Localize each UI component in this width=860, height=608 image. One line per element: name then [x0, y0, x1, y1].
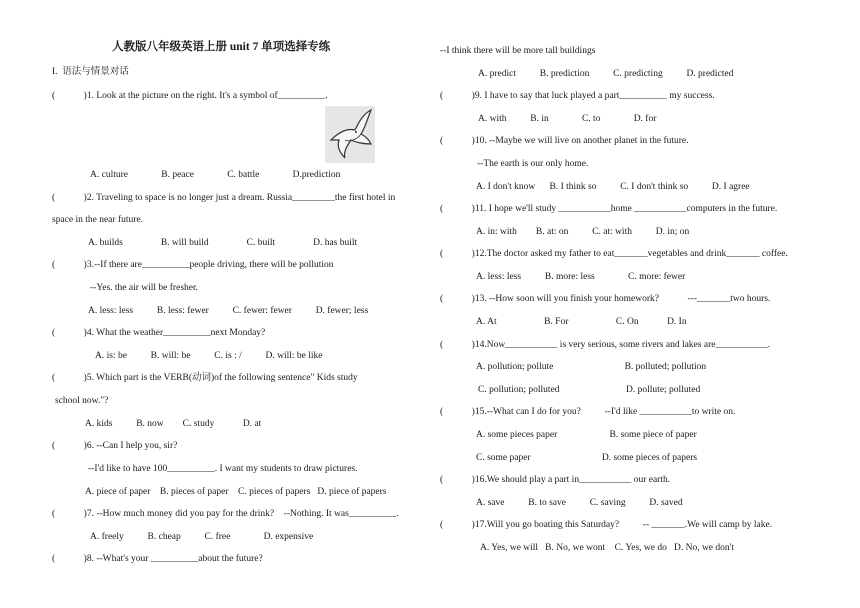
q13-stem: ( )13. --How soon will you finish your homework? ---_______two hours.	[440, 294, 771, 304]
q17-options: A. Yes, we will B. No, we wont C. Yes, we do D. No, we don't	[480, 543, 734, 553]
q1-stem: ( )1. Look at the picture on the right. It's a symbol of__________.	[52, 91, 328, 101]
q7-stem: ( )7. --How much money did you pay for the drink? --Nothing. It was__________.	[52, 509, 399, 519]
q16-options: A. save B. to save C. saving D. saved	[476, 498, 683, 508]
q15-options: A. some pieces paper B. some piece of paper	[476, 430, 697, 440]
q14-stem: ( )14.Now___________ is very serious, some rivers and lakes are___________.	[440, 340, 771, 350]
q5-stem: ( )5. Which part is the VERB(动词)of the following sentence" Kids study	[52, 373, 358, 383]
q10-stem: ( )10. --Maybe we will live on another planet in the future.	[440, 136, 689, 146]
q15-options-cont: C. some paper D. some pieces of papers	[476, 453, 698, 463]
q9-stem: ( )9. I have to say that luck played a part__________ my success.	[440, 91, 715, 101]
q17-stem: ( )17.Will you go boating this Saturday? -- _______.We will camp by lake.	[440, 520, 773, 530]
dove-image	[325, 106, 375, 163]
section-heading: I. 语法与情景对话	[52, 67, 129, 77]
q6-stem-cont: --I'd like to have 100__________. I want my students to draw pictures.	[88, 464, 358, 474]
q11-options: A. in: with B. at: on C. at: with D. in; on	[476, 227, 690, 237]
q7-options: A. freely B. cheap C. free D. expensive	[90, 532, 314, 542]
q6-stem: ( )6. --Can I help you, sir?	[52, 441, 178, 451]
q6-options: A. piece of paper B. pieces of paper C. pieces of papers D. piece of papers	[85, 487, 387, 497]
q1-options: A. culture B. peace C. battle D.prediction	[90, 170, 341, 180]
q3-stem: ( )3.--If there are__________people driving, there will be pollution	[52, 260, 334, 270]
q14-options: A. pollution; pollute B. polluted; pollution	[476, 362, 707, 372]
q14-options-cont: C. pollution; polluted D. pollute; polluted	[478, 385, 701, 395]
q10-stem-cont: --The earth is our only home.	[477, 159, 589, 169]
q2-stem: ( )2. Traveling to space is no longer just a dream. Russia_________the first hotel in	[52, 193, 396, 203]
q5-stem-cont: school now."?	[55, 396, 109, 406]
q2-options: A. builds B. will build C. built D. has built	[88, 238, 358, 248]
document-title: 人教版八年级英语上册 unit 7 单项选择专练	[112, 41, 331, 53]
q12-stem: ( )12.The doctor asked my father to eat_______vegetables and drink_______ coffee.	[440, 249, 788, 259]
q8-stem: ( )8. --What's your __________about the future?	[52, 554, 263, 564]
q4-options: A. is: be B. will: be C. is : / D. will: be like	[95, 351, 323, 361]
q13-options: A. At B. For C. On D. In	[476, 317, 687, 327]
q2-stem-cont: space in the near future.	[52, 215, 143, 225]
q3-stem-cont: --Yes. the air will be fresher.	[90, 283, 198, 293]
q16-stem: ( )16.We should play a part in___________ our earth.	[440, 475, 671, 485]
q12-options: A. less: less B. more: less C. more: fewer	[476, 272, 686, 282]
q8-options: A. predict B. prediction C. predicting D. predicted	[478, 69, 734, 79]
q4-stem: ( )4. What the weather__________next Monday?	[52, 328, 266, 338]
q10-options: A. I don't know B. I think so C. I don't think so D. I agree	[476, 182, 750, 192]
q8-stem-cont: --I think there will be more tall buildings	[440, 46, 596, 56]
q15-stem: ( )15.--What can I do for you? --I'd like ___________to write on.	[440, 407, 736, 417]
q9-options: A. with B. in C. to D. for	[478, 114, 657, 124]
q3-options: A. less: less B. less: fewer C. fewer: fewer D. fewer; less	[88, 306, 369, 316]
q5-options: A. kids B. now C. study D. at	[85, 419, 262, 429]
q11-stem: ( )11. I hope we'll study ___________home ___________computers in the future.	[440, 204, 778, 214]
